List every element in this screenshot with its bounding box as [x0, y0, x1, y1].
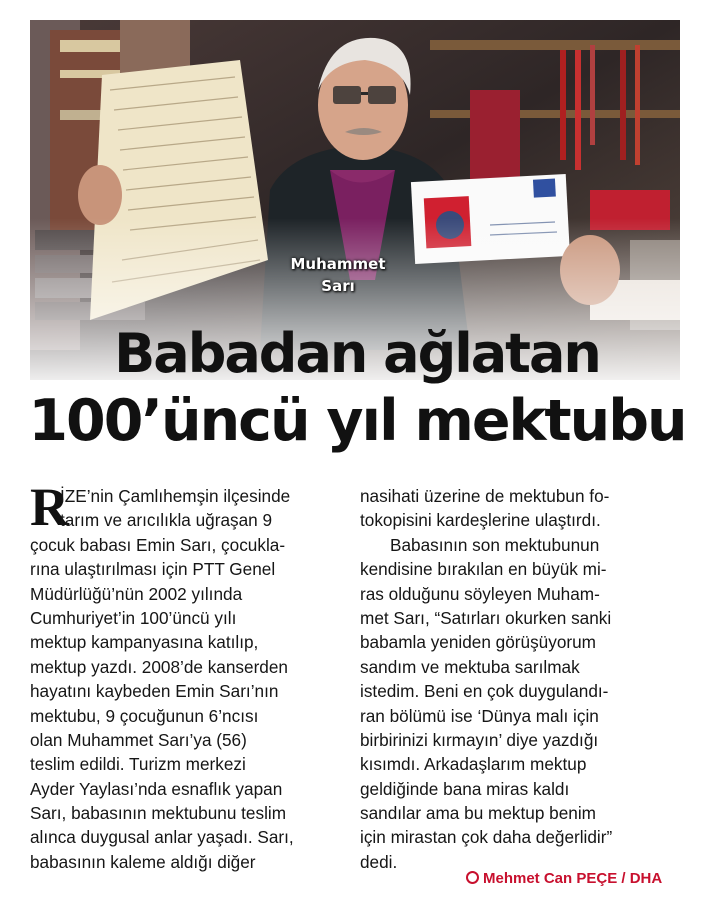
caption-line-2: Sarı	[321, 277, 355, 295]
right-line-11: birbirinizi kırmayın’ diye yazdığı	[360, 729, 599, 750]
left-line-3: çocuk babası Emin Sarı, çocukla-	[30, 534, 286, 555]
circle-icon	[466, 871, 479, 884]
left-line-7: mektup kampanyasına katılıp,	[30, 632, 259, 653]
article-column-left	[30, 477, 348, 874]
left-line-1: İZE’nin Çamlıhemşin ilçesinde	[60, 486, 291, 506]
left-line-16: babasının kaleme aldığı diğer	[30, 851, 256, 872]
right-line-13: geldiğinde bana miras kaldı	[360, 778, 570, 799]
headline-line-1: Babadan ağlatan	[114, 322, 600, 385]
left-line-6: Cumhuriyet’in 100’üncü yılı	[30, 607, 237, 628]
right-line-10: ran bölümü ise ‘Dünya malı için	[360, 705, 599, 726]
right-line-15: için mirastan çok daha değerlidir”	[360, 827, 613, 848]
left-line-9: hayatını kaybeden Emin Sarı’nın	[30, 681, 279, 702]
right-line-5: ras olduğunu söyleyen Muham-	[360, 583, 600, 604]
photo-caption	[278, 253, 398, 297]
left-line-15: alınca duygusal anlar yaşadı. Sarı,	[30, 827, 294, 848]
right-line-1: nasihati üzerine de mektubun fo-	[360, 486, 610, 506]
dropcap-letter: R	[30, 477, 69, 537]
left-line-13: Ayder Yaylası’nda esnaflık yapan	[30, 778, 283, 799]
credit-text: Mehmet Can PEÇE / DHA	[483, 870, 663, 887]
left-line-2: tarım ve arıcılıkla uğraşan 9	[60, 510, 273, 531]
right-line-3: Babasının son mektubunun	[390, 534, 600, 555]
headline	[24, 322, 690, 456]
right-line-12: kısımdı. Arkadaşlarım mektup	[360, 754, 587, 775]
byline-credit	[466, 870, 662, 887]
right-line-2: tokopisini kardeşlerine ulaştırdı.	[360, 510, 601, 531]
article-column-right	[360, 484, 680, 874]
headline-line-2: 100’üncü yıl mektubu	[28, 388, 686, 454]
left-line-14: Sarı, babasının mektubunu teslim	[30, 803, 287, 824]
left-line-10: mektubu, 9 çocuğunun 6’ncısı	[30, 705, 259, 726]
left-line-12: teslim edildi. Turizm merkezi	[30, 754, 246, 775]
left-line-8: mektup yazdı. 2008’de kanserden	[30, 656, 288, 677]
right-line-14: sandılar ama bu mektup benim	[360, 803, 596, 824]
caption-line-1: Muhammet	[290, 255, 386, 273]
left-line-4: rına ulaştırılması için PTT Genel	[30, 559, 276, 580]
right-line-4: kendisine bırakılan en büyük mi-	[360, 559, 607, 580]
right-line-16: dedi.	[360, 851, 398, 872]
left-line-5: Müdürlüğü’nün 2002 yılında	[30, 583, 243, 604]
right-line-6: met Sarı, “Satırları okurken sanki	[360, 607, 612, 628]
right-line-9: istedim. Beni en çok duygulandı-	[360, 681, 609, 702]
left-line-11: olan Muhammet Sarı’ya (56)	[30, 729, 247, 750]
right-line-8: sandım ve mektuba sarılmak	[360, 656, 580, 677]
right-line-7: babamla yeniden görüşüyorum	[360, 632, 596, 653]
